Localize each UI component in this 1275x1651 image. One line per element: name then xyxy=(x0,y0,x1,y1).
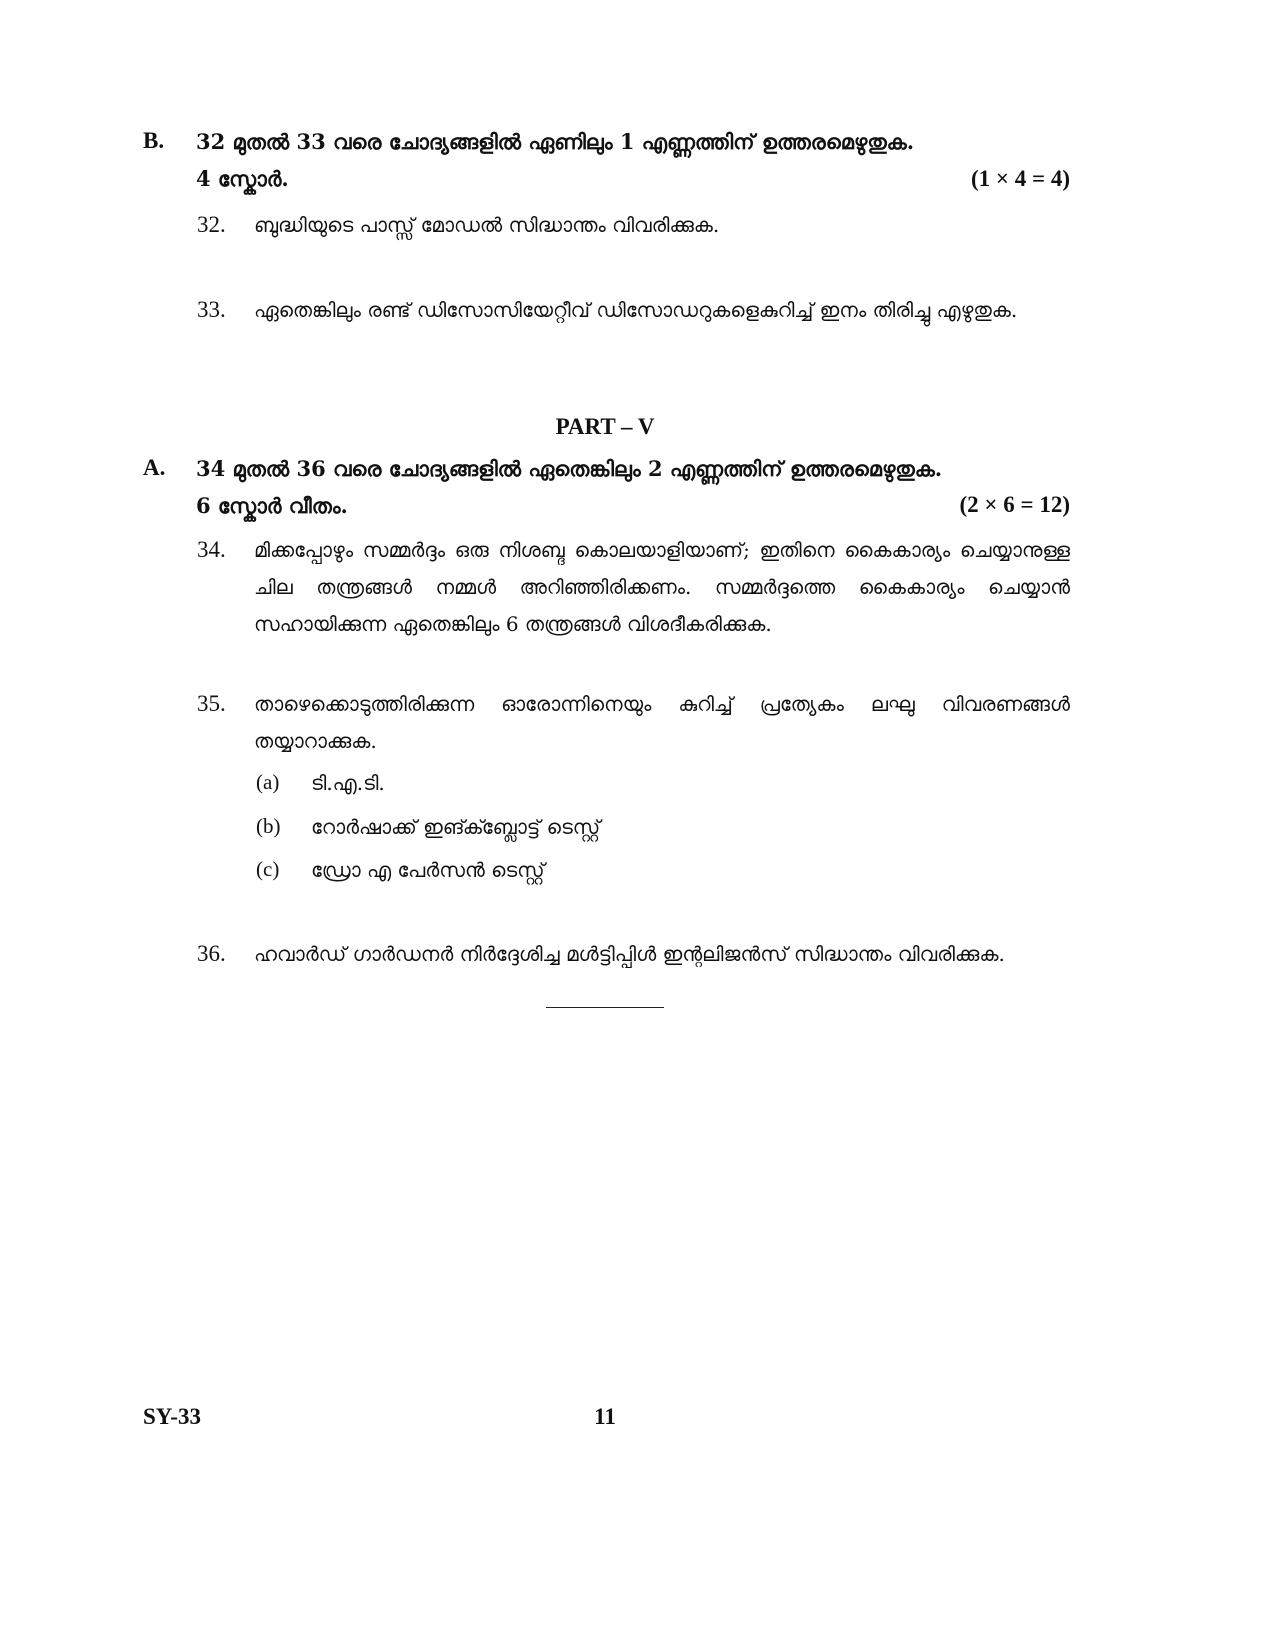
footer-code: SY-33 xyxy=(143,1404,201,1429)
section-b-letter: B. xyxy=(143,128,165,153)
question-text-34: മിക്കപ്പോഴും സമ്മർദ്ദം ഒരു നിശബ്ദ കൊലയാളിയാണ്; ഇതിനെ കൈകാര്യം ചെയ്യാനുള്ള ചില തന്ത്രങ്ങൾ നമ്മൾ അറിഞ്ഞിരിക്കണം. സമ്മർദ്ദത്തെ കൈകാര്യം ചെയ്യാൻ സഹായിക്കുന്ന ഏതെങ്കിലും 6 തന്ത്രങ്ങൾ വിശദീകരിക്കുക. xyxy=(254,538,1070,636)
section-b-instruction: 32 മുതൽ 33 വരെ ചോദ്യങ്ങളിൽ ഏണിലും 1 എണ്ണത്തിന് ഉത്തരമെഴുതുക. xyxy=(196,129,915,154)
sub-item-label-b: (b) xyxy=(256,814,281,838)
part-title: PART – V xyxy=(555,414,655,439)
question-number-33: 33. xyxy=(197,297,226,322)
question-text-32: ബുദ്ധിയുടെ പാസ്സ് മോഡൽ സിദ്ധാന്തം വിവരിക്കുക. xyxy=(254,213,720,237)
section-a-letter: A. xyxy=(143,455,166,480)
sub-item-text-c: ഡ്രോ എ പേർസൻ ടെസ്റ്റ് xyxy=(311,858,545,882)
page-number: 11 xyxy=(594,1404,616,1429)
sub-item-label-a: (a) xyxy=(256,770,280,794)
question-text-36: ഹവാർഡ് ഗാർഡനർ നിർദ്ദേശിച്ച മൾട്ടിപ്പിൾ ഇന്റലിജൻസ് സിദ്ധാന്തം വിവരിക്കുക. xyxy=(254,942,1005,966)
section-b-marks: (1 × 4 = 4) xyxy=(970,166,1070,191)
section-a-score: 6 സ്കോർ വീതം. xyxy=(196,493,348,518)
section-b-score: 4 സ്കോർ. xyxy=(196,166,289,191)
sub-item-text-b: റോർഷാക്ക് ഇങ്ക്ബ്ലോട്ട് ടെസ്റ്റ് xyxy=(311,815,601,839)
question-number-34: 34. xyxy=(197,537,226,562)
question-number-36: 36. xyxy=(197,941,226,966)
section-a-marks: (2 × 6 = 12) xyxy=(959,492,1070,517)
sub-item-text-a: ടി.എ.ടി. xyxy=(311,771,385,795)
question-number-35: 35. xyxy=(197,691,226,716)
sub-item-label-c: (c) xyxy=(256,857,280,881)
section-a-instruction: 34 മുതൽ 36 വരെ ചോദ്യങ്ങളിൽ ഏതെങ്കിലും 2 എണ്ണത്തിന് ഉത്തരമെഴുതുക. xyxy=(196,456,943,481)
question-number-32: 32. xyxy=(197,212,226,237)
question-text-35: താഴെക്കൊടുത്തിരിക്കുന്ന ഓരോന്നിനെയും കുറിച്ച് പ്രത്യേകം ലഘു വിവരണങ്ങൾ തയ്യാറാക്കുക. xyxy=(254,692,1070,753)
end-divider xyxy=(546,1007,664,1008)
question-text-33: ഏതെങ്കിലും രണ്ട് ഡിസോസിയേറ്റീവ് ഡിസോഡറുകളെകുറിച്ച് ഇനം തിരിച്ചു എഴുതുക. xyxy=(254,298,1018,322)
